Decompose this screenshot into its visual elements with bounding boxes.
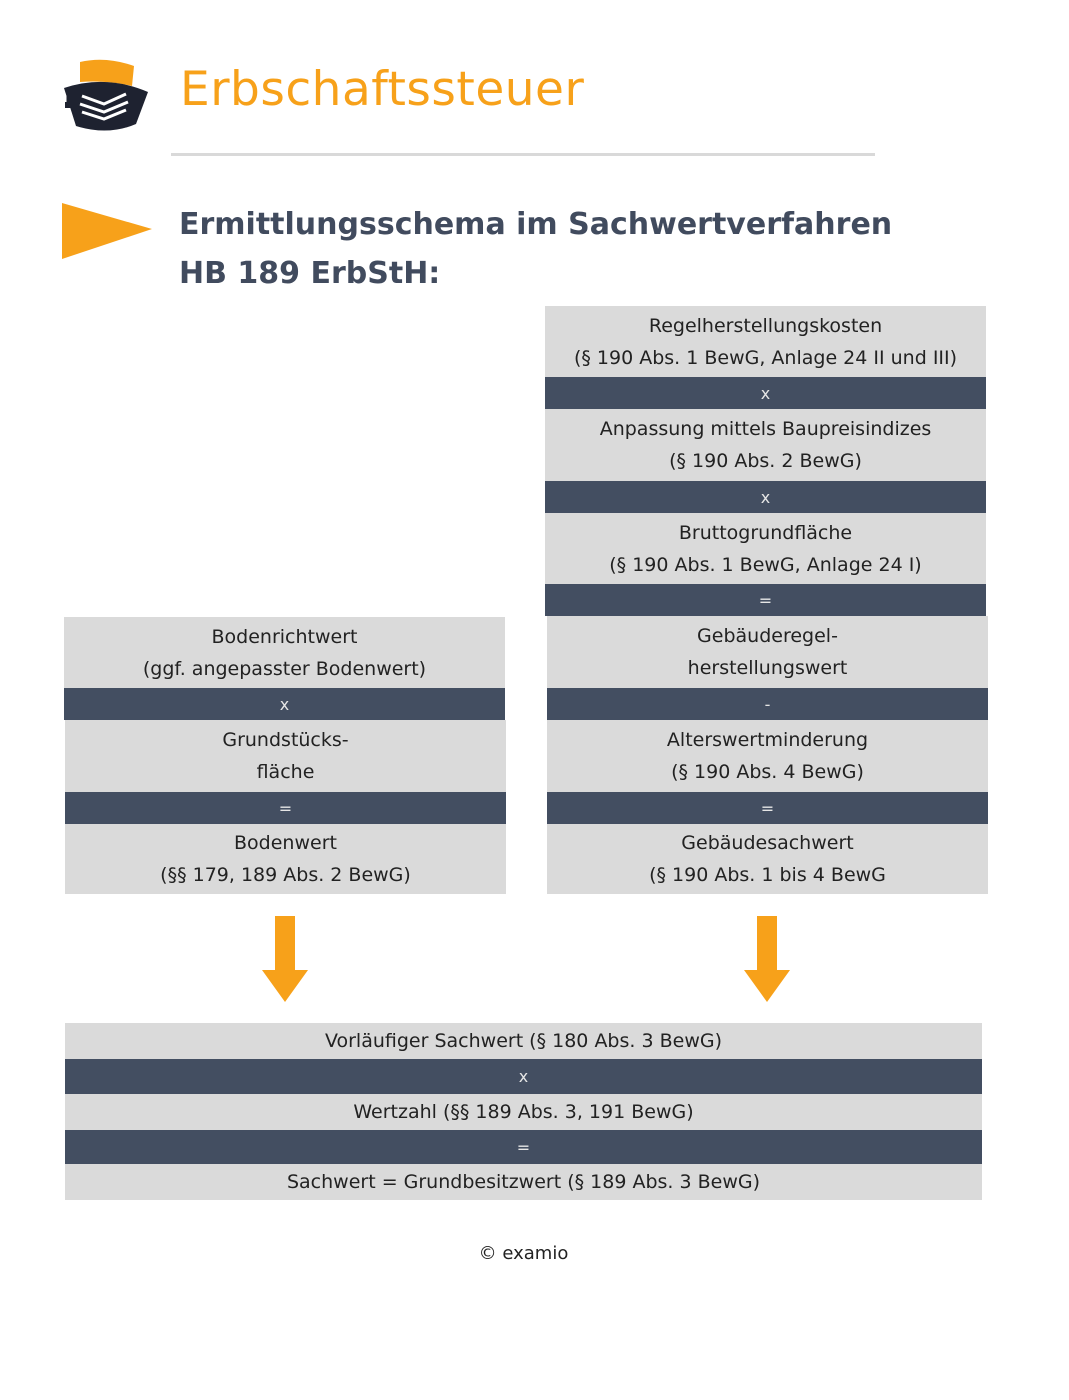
operator-equals: = bbox=[547, 792, 988, 824]
wertzahl-box: Wertzahl (§§ 189 Abs. 3, 191 BewG) bbox=[65, 1094, 982, 1130]
operator-equals: = bbox=[545, 584, 986, 616]
graduation-cap-icon bbox=[62, 56, 150, 132]
play-arrow-icon bbox=[62, 203, 152, 259]
box-line: Regelherstellungskosten bbox=[648, 314, 883, 337]
bodenrichtwert-box bbox=[64, 617, 505, 688]
gebaeuderegelherstellungswert-box bbox=[547, 616, 988, 688]
box-line: Bodenrichtwert bbox=[211, 625, 358, 648]
page-title: Erbschaftssteuer bbox=[180, 62, 585, 117]
box-line: fläche bbox=[256, 761, 315, 783]
bruttogrundflaeche-box bbox=[545, 513, 986, 584]
box-line: Gebäudesachwert bbox=[681, 832, 854, 854]
vorlaeufiger-sachwert-box: Vorläufiger Sachwert (§ 180 Abs. 3 BewG) bbox=[65, 1023, 982, 1059]
box-line: (§ 190 Abs. 1 BewG, Anlage 24 II und III) bbox=[573, 346, 958, 369]
box-line: (§ 190 Abs. 2 BewG) bbox=[669, 450, 862, 472]
arrow-down-icon bbox=[262, 916, 308, 1002]
box-line: (ggf. angepasster Bodenwert) bbox=[142, 657, 427, 680]
box-line: Grundstücks- bbox=[222, 729, 349, 751]
alterswertminderung-box bbox=[547, 720, 988, 792]
regelherstellungskosten-box bbox=[545, 306, 986, 377]
box-line: Gebäuderegel- bbox=[697, 625, 838, 647]
header-divider bbox=[171, 153, 875, 156]
operator-equals: = bbox=[65, 1130, 982, 1164]
box-line: (§ 190 Abs. 4 BewG) bbox=[671, 761, 864, 783]
operator-multiply: x bbox=[65, 1059, 982, 1094]
box-line: Bodenwert bbox=[234, 832, 337, 854]
box-line: (§§ 179, 189 Abs. 2 BewG) bbox=[160, 864, 411, 886]
gebaeudesachwert-box bbox=[547, 824, 988, 894]
section-subtitle-line1: Ermittlungsschema im Sachwertverfahren bbox=[179, 207, 893, 242]
arrow-down-icon bbox=[744, 916, 790, 1002]
operator-minus: - bbox=[547, 688, 988, 720]
operator-equals: = bbox=[65, 792, 506, 824]
copyright-text: © examio bbox=[478, 1243, 569, 1264]
box-line: Alterswertminderung bbox=[666, 729, 869, 751]
sachwert-box: Sachwert = Grundbesitzwert (§ 189 Abs. 3 BewG) bbox=[65, 1164, 982, 1200]
box-line: Bruttogrundfläche bbox=[678, 521, 853, 544]
operator-multiply: x bbox=[64, 688, 505, 720]
box-line: Anpassung mittels Baupreisindizes bbox=[599, 418, 932, 440]
section-subtitle-line2: HB 189 ErbStH: bbox=[179, 256, 441, 291]
operator-multiply: x bbox=[545, 377, 986, 409]
bodenwert-box bbox=[65, 824, 506, 894]
box-line: (§ 190 Abs. 1 bis 4 BewG bbox=[649, 864, 886, 886]
box-line: (§ 190 Abs. 1 BewG, Anlage 24 I) bbox=[609, 553, 922, 576]
box-line: herstellungswert bbox=[687, 657, 848, 679]
operator-multiply: x bbox=[545, 481, 986, 513]
anpassung-box bbox=[545, 409, 986, 481]
grundstuecksflaeche-box bbox=[65, 720, 506, 792]
